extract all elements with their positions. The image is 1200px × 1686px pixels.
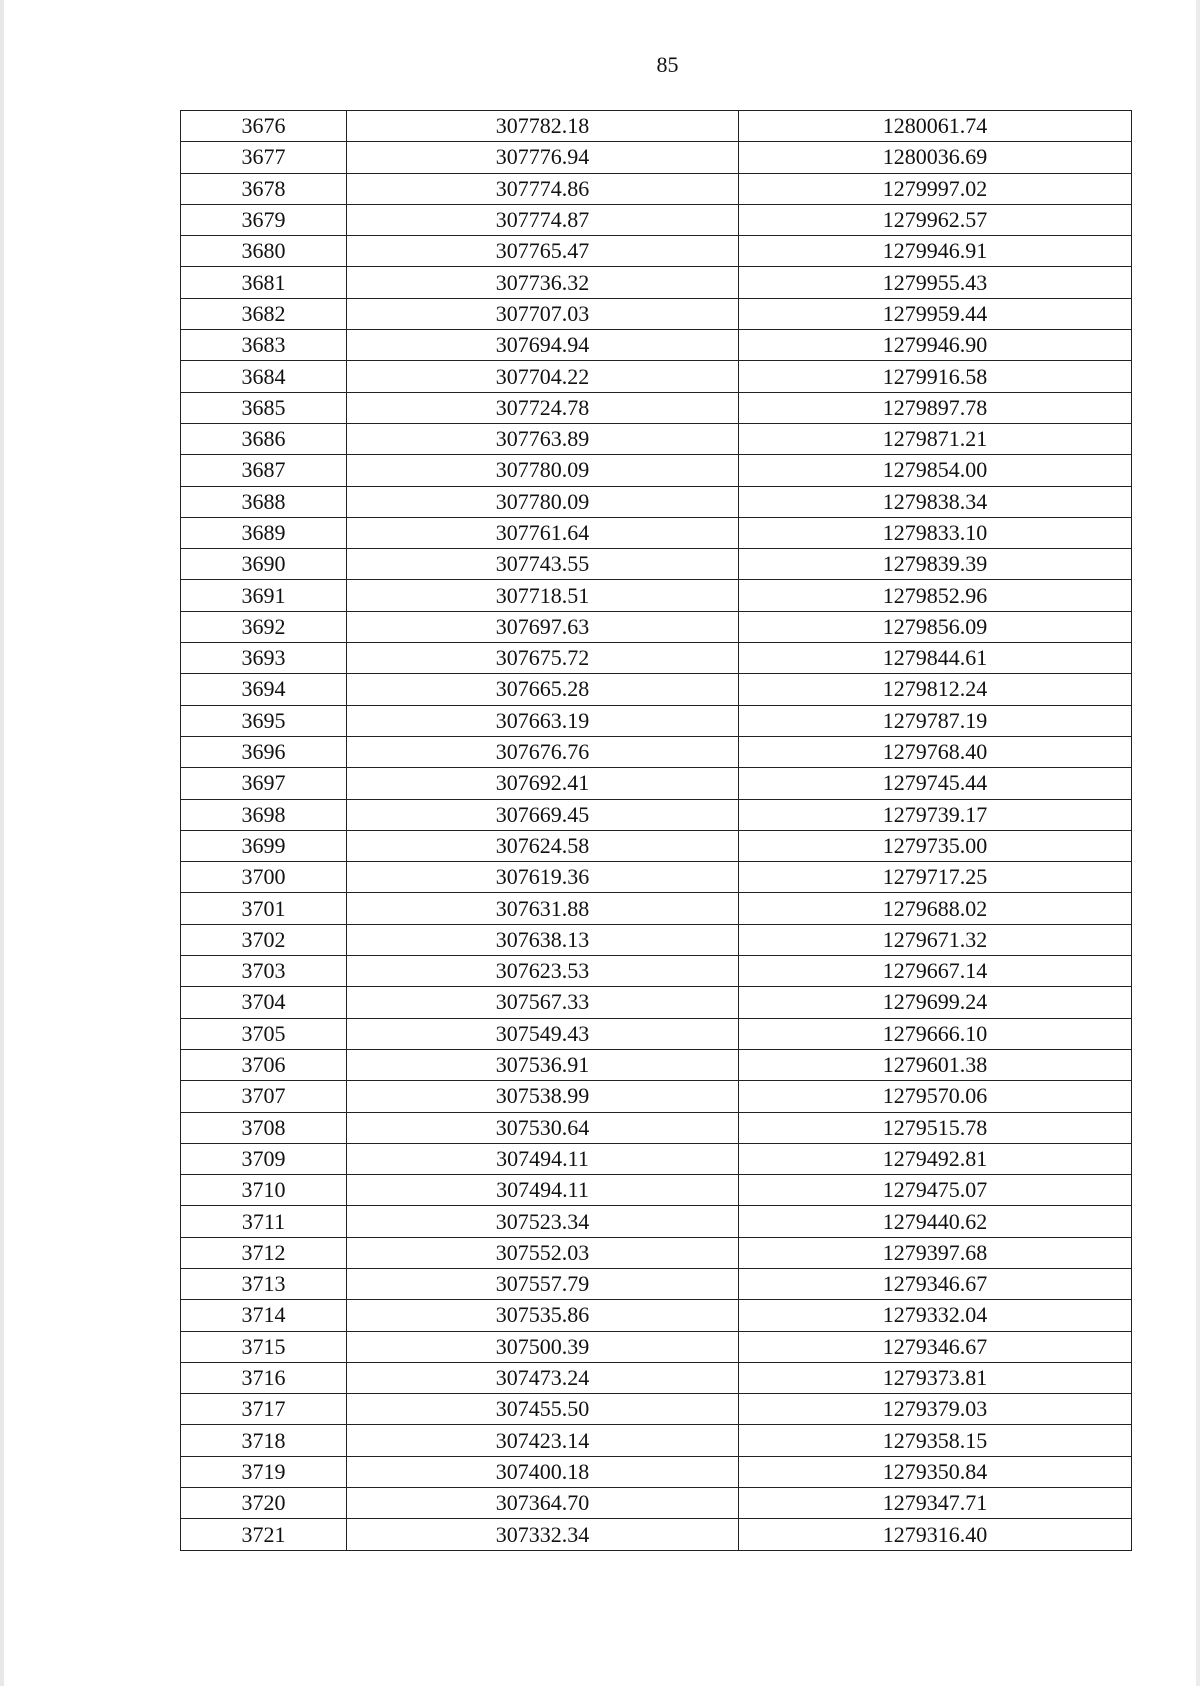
x-coordinate-cell: 307535.86 xyxy=(347,1300,739,1331)
point-number-cell: 3701 xyxy=(181,893,347,924)
scan-edge-right xyxy=(1196,0,1200,1686)
y-coordinate-cell: 1279346.67 xyxy=(739,1268,1132,1299)
table-row xyxy=(181,298,1132,329)
point-number-cell: 3694 xyxy=(181,674,347,705)
point-number-cell: 3679 xyxy=(181,204,347,235)
table-row xyxy=(181,611,1132,642)
table-row xyxy=(181,1268,1132,1299)
table-row xyxy=(181,924,1132,955)
y-coordinate-cell: 1279856.09 xyxy=(739,611,1132,642)
point-number-cell: 3683 xyxy=(181,330,347,361)
x-coordinate-cell: 307530.64 xyxy=(347,1112,739,1143)
point-number-cell: 3682 xyxy=(181,298,347,329)
point-number-cell: 3687 xyxy=(181,455,347,486)
point-number-cell: 3712 xyxy=(181,1237,347,1268)
y-coordinate-cell: 1279962.57 xyxy=(739,204,1132,235)
point-number-cell: 3709 xyxy=(181,1143,347,1174)
coordinates-table xyxy=(180,110,1132,1551)
table-row xyxy=(181,330,1132,361)
y-coordinate-cell: 1279838.34 xyxy=(739,486,1132,517)
y-coordinate-cell: 1280036.69 xyxy=(739,142,1132,173)
y-coordinate-cell: 1279852.96 xyxy=(739,580,1132,611)
point-number-cell: 3714 xyxy=(181,1300,347,1331)
table-row xyxy=(181,392,1132,423)
table-row xyxy=(181,580,1132,611)
x-coordinate-cell: 307782.18 xyxy=(347,111,739,142)
table-row xyxy=(181,1112,1132,1143)
y-coordinate-cell: 1280061.74 xyxy=(739,111,1132,142)
table-row xyxy=(181,1456,1132,1487)
x-coordinate-cell: 307663.19 xyxy=(347,705,739,736)
y-coordinate-cell: 1279601.38 xyxy=(739,1049,1132,1080)
y-coordinate-cell: 1279699.24 xyxy=(739,987,1132,1018)
x-coordinate-cell: 307676.76 xyxy=(347,736,739,767)
x-coordinate-cell: 307536.91 xyxy=(347,1049,739,1080)
table-row xyxy=(181,549,1132,580)
x-coordinate-cell: 307669.45 xyxy=(347,799,739,830)
table-row xyxy=(181,830,1132,861)
point-number-cell: 3688 xyxy=(181,486,347,517)
table-row xyxy=(181,893,1132,924)
point-number-cell: 3716 xyxy=(181,1362,347,1393)
table-row xyxy=(181,455,1132,486)
table-row xyxy=(181,1175,1132,1206)
y-coordinate-cell: 1279854.00 xyxy=(739,455,1132,486)
table-row xyxy=(181,1049,1132,1080)
table-row xyxy=(181,361,1132,392)
y-coordinate-cell: 1279739.17 xyxy=(739,799,1132,830)
point-number-cell: 3707 xyxy=(181,1081,347,1112)
x-coordinate-cell: 307743.55 xyxy=(347,549,739,580)
y-coordinate-cell: 1279316.40 xyxy=(739,1519,1132,1550)
point-number-cell: 3713 xyxy=(181,1268,347,1299)
table-row xyxy=(181,267,1132,298)
table-row xyxy=(181,862,1132,893)
x-coordinate-cell: 307494.11 xyxy=(347,1143,739,1174)
x-coordinate-cell: 307718.51 xyxy=(347,580,739,611)
y-coordinate-cell: 1279666.10 xyxy=(739,1018,1132,1049)
y-coordinate-cell: 1279570.06 xyxy=(739,1081,1132,1112)
point-number-cell: 3721 xyxy=(181,1519,347,1550)
table-row xyxy=(181,1488,1132,1519)
point-number-cell: 3711 xyxy=(181,1206,347,1237)
table-row xyxy=(181,486,1132,517)
y-coordinate-cell: 1279475.07 xyxy=(739,1175,1132,1206)
table-row xyxy=(181,768,1132,799)
table-row xyxy=(181,799,1132,830)
y-coordinate-cell: 1279350.84 xyxy=(739,1456,1132,1487)
y-coordinate-cell: 1279959.44 xyxy=(739,298,1132,329)
table-row xyxy=(181,204,1132,235)
y-coordinate-cell: 1279946.91 xyxy=(739,236,1132,267)
y-coordinate-cell: 1279373.81 xyxy=(739,1362,1132,1393)
point-number-cell: 3699 xyxy=(181,830,347,861)
x-coordinate-cell: 307776.94 xyxy=(347,142,739,173)
x-coordinate-cell: 307557.79 xyxy=(347,1268,739,1299)
y-coordinate-cell: 1279397.68 xyxy=(739,1237,1132,1268)
point-number-cell: 3678 xyxy=(181,173,347,204)
point-number-cell: 3706 xyxy=(181,1049,347,1080)
coordinates-table-body xyxy=(181,111,1132,1551)
table-row xyxy=(181,1394,1132,1425)
table-row xyxy=(181,1081,1132,1112)
y-coordinate-cell: 1279735.00 xyxy=(739,830,1132,861)
point-number-cell: 3684 xyxy=(181,361,347,392)
x-coordinate-cell: 307473.24 xyxy=(347,1362,739,1393)
scan-edge-left xyxy=(0,0,4,1686)
y-coordinate-cell: 1279717.25 xyxy=(739,862,1132,893)
y-coordinate-cell: 1279916.58 xyxy=(739,361,1132,392)
x-coordinate-cell: 307549.43 xyxy=(347,1018,739,1049)
y-coordinate-cell: 1279833.10 xyxy=(739,517,1132,548)
y-coordinate-cell: 1279688.02 xyxy=(739,893,1132,924)
table-row xyxy=(181,956,1132,987)
table-row xyxy=(181,423,1132,454)
y-coordinate-cell: 1279667.14 xyxy=(739,956,1132,987)
x-coordinate-cell: 307538.99 xyxy=(347,1081,739,1112)
y-coordinate-cell: 1279839.39 xyxy=(739,549,1132,580)
x-coordinate-cell: 307638.13 xyxy=(347,924,739,955)
table-row xyxy=(181,142,1132,173)
point-number-cell: 3697 xyxy=(181,768,347,799)
table-row xyxy=(181,1206,1132,1237)
point-number-cell: 3689 xyxy=(181,517,347,548)
table-row xyxy=(181,517,1132,548)
x-coordinate-cell: 307665.28 xyxy=(347,674,739,705)
x-coordinate-cell: 307500.39 xyxy=(347,1331,739,1362)
point-number-cell: 3693 xyxy=(181,643,347,674)
point-number-cell: 3692 xyxy=(181,611,347,642)
table-row xyxy=(181,674,1132,705)
y-coordinate-cell: 1279347.71 xyxy=(739,1488,1132,1519)
point-number-cell: 3703 xyxy=(181,956,347,987)
table-row xyxy=(181,705,1132,736)
point-number-cell: 3696 xyxy=(181,736,347,767)
x-coordinate-cell: 307692.41 xyxy=(347,768,739,799)
point-number-cell: 3702 xyxy=(181,924,347,955)
table-row xyxy=(181,1519,1132,1550)
point-number-cell: 3700 xyxy=(181,862,347,893)
y-coordinate-cell: 1279332.04 xyxy=(739,1300,1132,1331)
table-row xyxy=(181,1300,1132,1331)
x-coordinate-cell: 307332.34 xyxy=(347,1519,739,1550)
point-number-cell: 3719 xyxy=(181,1456,347,1487)
x-coordinate-cell: 307631.88 xyxy=(347,893,739,924)
point-number-cell: 3676 xyxy=(181,111,347,142)
x-coordinate-cell: 307523.34 xyxy=(347,1206,739,1237)
x-coordinate-cell: 307780.09 xyxy=(347,455,739,486)
x-coordinate-cell: 307364.70 xyxy=(347,1488,739,1519)
x-coordinate-cell: 307423.14 xyxy=(347,1425,739,1456)
y-coordinate-cell: 1279358.15 xyxy=(739,1425,1132,1456)
table-row xyxy=(181,1331,1132,1362)
y-coordinate-cell: 1279440.62 xyxy=(739,1206,1132,1237)
x-coordinate-cell: 307400.18 xyxy=(347,1456,739,1487)
table-row xyxy=(181,736,1132,767)
point-number-cell: 3698 xyxy=(181,799,347,830)
y-coordinate-cell: 1279812.24 xyxy=(739,674,1132,705)
table-row xyxy=(181,111,1132,142)
y-coordinate-cell: 1279492.81 xyxy=(739,1143,1132,1174)
y-coordinate-cell: 1279671.32 xyxy=(739,924,1132,955)
point-number-cell: 3691 xyxy=(181,580,347,611)
x-coordinate-cell: 307624.58 xyxy=(347,830,739,861)
table-row xyxy=(181,1425,1132,1456)
x-coordinate-cell: 307774.87 xyxy=(347,204,739,235)
table-row xyxy=(181,1143,1132,1174)
y-coordinate-cell: 1279515.78 xyxy=(739,1112,1132,1143)
x-coordinate-cell: 307697.63 xyxy=(347,611,739,642)
y-coordinate-cell: 1279379.03 xyxy=(739,1394,1132,1425)
point-number-cell: 3708 xyxy=(181,1112,347,1143)
table-row xyxy=(181,173,1132,204)
point-number-cell: 3718 xyxy=(181,1425,347,1456)
y-coordinate-cell: 1279346.67 xyxy=(739,1331,1132,1362)
x-coordinate-cell: 307675.72 xyxy=(347,643,739,674)
y-coordinate-cell: 1279871.21 xyxy=(739,423,1132,454)
point-number-cell: 3685 xyxy=(181,392,347,423)
point-number-cell: 3710 xyxy=(181,1175,347,1206)
y-coordinate-cell: 1279768.40 xyxy=(739,736,1132,767)
point-number-cell: 3720 xyxy=(181,1488,347,1519)
x-coordinate-cell: 307774.86 xyxy=(347,173,739,204)
x-coordinate-cell: 307707.03 xyxy=(347,298,739,329)
y-coordinate-cell: 1279997.02 xyxy=(739,173,1132,204)
x-coordinate-cell: 307780.09 xyxy=(347,486,739,517)
x-coordinate-cell: 307494.11 xyxy=(347,1175,739,1206)
x-coordinate-cell: 307704.22 xyxy=(347,361,739,392)
table-row xyxy=(181,1018,1132,1049)
y-coordinate-cell: 1279844.61 xyxy=(739,643,1132,674)
table-row xyxy=(181,1362,1132,1393)
table-row xyxy=(181,1237,1132,1268)
x-coordinate-cell: 307619.36 xyxy=(347,862,739,893)
x-coordinate-cell: 307765.47 xyxy=(347,236,739,267)
table-row xyxy=(181,643,1132,674)
y-coordinate-cell: 1279955.43 xyxy=(739,267,1132,298)
page-number: 85 xyxy=(656,52,679,77)
table-row xyxy=(181,236,1132,267)
x-coordinate-cell: 307761.64 xyxy=(347,517,739,548)
point-number-cell: 3717 xyxy=(181,1394,347,1425)
x-coordinate-cell: 307736.32 xyxy=(347,267,739,298)
x-coordinate-cell: 307694.94 xyxy=(347,330,739,361)
x-coordinate-cell: 307455.50 xyxy=(347,1394,739,1425)
x-coordinate-cell: 307724.78 xyxy=(347,392,739,423)
point-number-cell: 3690 xyxy=(181,549,347,580)
point-number-cell: 3695 xyxy=(181,705,347,736)
table-row xyxy=(181,987,1132,1018)
point-number-cell: 3715 xyxy=(181,1331,347,1362)
y-coordinate-cell: 1279946.90 xyxy=(739,330,1132,361)
point-number-cell: 3681 xyxy=(181,267,347,298)
point-number-cell: 3677 xyxy=(181,142,347,173)
x-coordinate-cell: 307552.03 xyxy=(347,1237,739,1268)
point-number-cell: 3705 xyxy=(181,1018,347,1049)
point-number-cell: 3680 xyxy=(181,236,347,267)
x-coordinate-cell: 307567.33 xyxy=(347,987,739,1018)
y-coordinate-cell: 1279787.19 xyxy=(739,705,1132,736)
y-coordinate-cell: 1279745.44 xyxy=(739,768,1132,799)
y-coordinate-cell: 1279897.78 xyxy=(739,392,1132,423)
x-coordinate-cell: 307623.53 xyxy=(347,956,739,987)
point-number-cell: 3704 xyxy=(181,987,347,1018)
point-number-cell: 3686 xyxy=(181,423,347,454)
x-coordinate-cell: 307763.89 xyxy=(347,423,739,454)
